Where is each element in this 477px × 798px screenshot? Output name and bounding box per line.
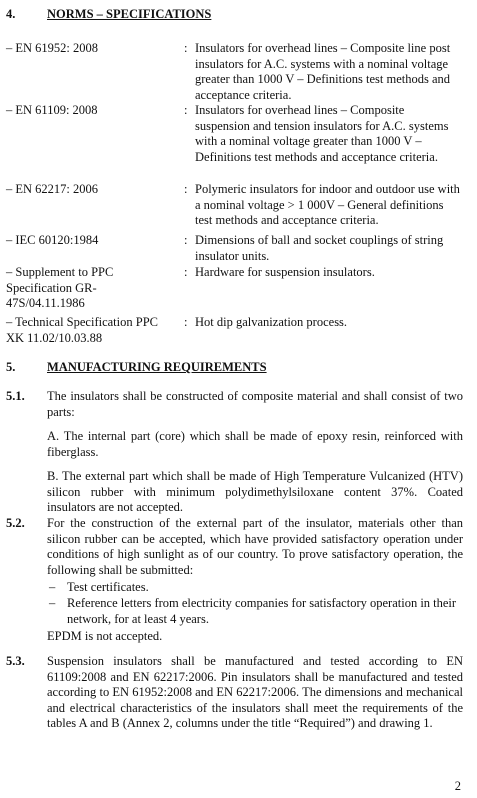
bullet-item: Reference letters from electricity companies for satisfactory operation in their network, for at least 4 years. — [67, 596, 457, 626]
norm-code: – IEC 60120:1984 — [6, 233, 99, 247]
section-5-title — [47, 360, 267, 376]
norm-code: – Technical Specification PPC XK 11.02/10.03.88 — [6, 315, 158, 345]
clause-5-1-part-b: B. The external part which shall be made of High Temperature Vulcanized (HTV) silicon rubber with minimum polydimethylsiloxane content 37%. Coated insulators are not accepted. — [47, 469, 463, 514]
clause-5-2-number: 5.2. — [6, 516, 25, 530]
section-4-title-text: NORMS – SPECIFICATIONS — [47, 7, 212, 21]
norm-description: Insulators for overhead lines – Composite line post insulators for A.C. systems with a nominal voltage greater than 1000 V – Definitions test methods and acceptance criteria. — [195, 41, 451, 102]
bullet-marker: – — [49, 580, 56, 594]
norm-code: – EN 62217: 2006 — [6, 182, 99, 196]
norm-separator: : — [184, 41, 188, 55]
norm-separator: : — [184, 182, 188, 196]
section-4-number: 4. — [6, 7, 16, 21]
norm-description: Polymeric insulators for indoor and outdoor use with a nominal voltage > 1 000V – General definitions test methods and acceptance criteria. — [195, 182, 460, 227]
clause-5-1-number: 5.1. — [6, 389, 25, 403]
section-4-title — [47, 7, 211, 23]
norm-separator: : — [184, 265, 188, 279]
norm-code: – EN 61952: 2008 — [6, 41, 99, 55]
norm-code: – EN 61109: 2008 — [6, 103, 98, 117]
bullet-item: Test certificates. — [67, 580, 149, 594]
clause-5-2-text: For the construction of the external part of the insulator, materials other than silicon rubber can be accepted, which have provided satisfactory operation under conditions of high sunlight as of our country. To prove satisfactory operation, the following shall be submitted: — [47, 516, 463, 577]
norm-description: Insulators for overhead lines – Composite suspension and tension insulators for A.C. systems with a nominal voltage greater than 1000 V – Definitions test methods and acceptance criteria. — [195, 103, 449, 164]
norm-description: Hot dip galvanization process. — [195, 315, 348, 329]
clause-5-2-note: EPDM is not accepted. — [47, 629, 163, 643]
clause-5-1-part-a: A. The internal part (core) which shall be made of epoxy resin, reinforced with fiberglass. — [47, 429, 463, 459]
norm-separator: : — [184, 103, 188, 117]
norm-description: Hardware for suspension insulators. — [195, 265, 375, 279]
clause-5-1-text: The insulators shall be constructed of composite material and shall consist of two parts: — [47, 389, 463, 419]
bullet-marker: – — [49, 596, 56, 610]
clause-5-3-number: 5.3. — [6, 654, 25, 668]
clause-5-3-text: Suspension insulators shall be manufactured and tested according to EN 61109:2008 and EN 62217:2006. Pin insulators shall be manufactured and tested according to EN 61952:2008 and EN 62217:2006. The dimensions and mechanical and electrical characteristics of the insulators shall meet the requirements of the tables A and B (Annex 2, columns under the title “Required”) and drawing 1. — [47, 654, 463, 730]
norm-separator: : — [184, 315, 188, 329]
norm-code: – Supplement to PPC Specification GR-47S/04.11.1986 — [6, 265, 114, 310]
norm-description: Dimensions of ball and socket couplings of string insulator units. — [195, 233, 444, 263]
norm-separator: : — [184, 233, 188, 247]
section-5-number: 5. — [6, 360, 16, 374]
page-number: 2 — [454, 779, 461, 793]
section-5-title-text: MANUFACTURING REQUIREMENTS — [47, 360, 267, 374]
